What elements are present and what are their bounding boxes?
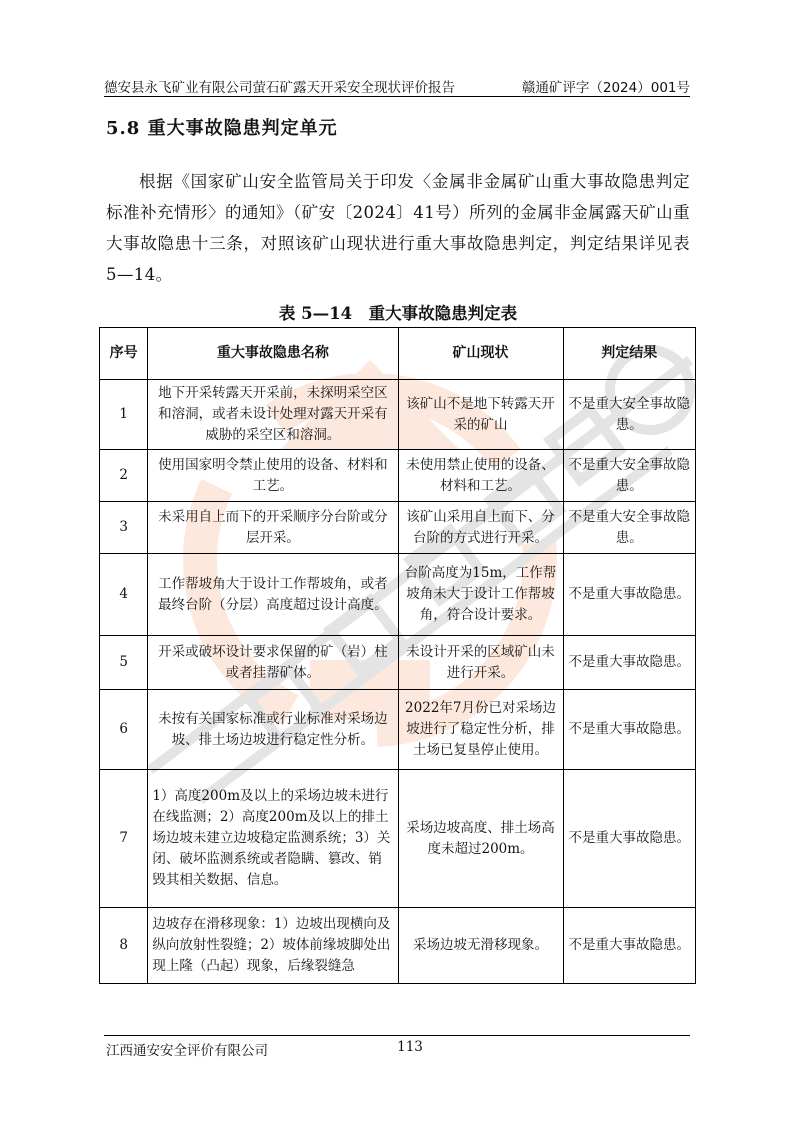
cell-result: 不是重大安全事故隐患。 — [563, 380, 695, 450]
section-title: 5.8 重大事故隐患判定单元 — [106, 118, 338, 139]
header-no: 序号 — [100, 328, 148, 380]
cell-name: 未采用自上而下的开采顺序分台阶或分层开采。 — [148, 502, 398, 554]
cell-name: 使用国家明令禁止使用的设备、材料和工艺。 — [148, 450, 398, 502]
cell-status: 2022年7月份已对采场边坡进行了稳定性分析，排土场已复垦停止使用。 — [398, 690, 563, 770]
cell-result: 不是重大事故隐患。 — [563, 770, 695, 908]
hazard-judgement-table — [99, 327, 696, 984]
header-report-number: 赣通矿评字（2024）001号 — [521, 80, 690, 96]
cell-status: 台阶高度为15m，工作帮坡角未大于设计工作帮坡角，符合设计要求。 — [398, 554, 563, 636]
footer-divider — [104, 1035, 690, 1036]
header-name: 重大事故隐患名称 — [148, 328, 398, 380]
table-header-row — [100, 328, 696, 380]
cell-result: 不是重大事故隐患。 — [563, 636, 695, 690]
cell-name: 未按有关国家标准或行业标准对采场边坡、排土场边坡进行稳定性分析。 — [148, 690, 398, 770]
cell-no: 4 — [100, 554, 148, 636]
header-status: 矿山现状 — [398, 328, 563, 380]
cell-result: 不是重大安全事故隐患。 — [563, 450, 695, 502]
cell-no: 3 — [100, 502, 148, 554]
cell-name: 边坡存在滑移现象：1）边坡出现横向及纵向放射性裂缝；2）坡体前缘坡脚处出现上隆（凸起）现象，后缘裂缝急 — [148, 908, 398, 984]
table-caption: 表 5—14 重大事故隐患判定表 — [278, 304, 518, 323]
cell-status: 采场边坡无滑移现象。 — [398, 908, 563, 984]
table-row — [100, 908, 696, 984]
cell-status: 未使用禁止使用的设备、材料和工艺。 — [398, 450, 563, 502]
cell-result: 不是重大事故隐患。 — [563, 690, 695, 770]
cell-status: 采场边坡高度、排土场高度未超过200m。 — [398, 770, 563, 908]
cell-status: 未设计开采的区域矿山未进行开采。 — [398, 636, 563, 690]
table-row — [100, 636, 696, 690]
cell-status: 该矿山不是地下转露天开采的矿山 — [398, 380, 563, 450]
cell-no: 1 — [100, 380, 148, 450]
cell-name: 地下开采转露天开采前，未探明采空区和溶洞，或者未设计处理对露天开采有威胁的采空区和溶洞。 — [148, 380, 398, 450]
cell-no: 5 — [100, 636, 148, 690]
cell-name: 1）高度200m及以上的采场边坡未进行在线监测；2）高度200m及以上的排土场边坡未建立边坡稳定监测系统；3）关闭、破坏监测系统或者隐瞒、篡改、销毁其相关数据、信息。 — [148, 770, 398, 908]
page-header — [104, 74, 690, 97]
footer-company: 江西通安安全评价有限公司 — [106, 1043, 268, 1059]
cell-no: 8 — [100, 908, 148, 984]
table-row — [100, 554, 696, 636]
table-row — [100, 502, 696, 554]
cell-result: 不是重大事故隐患。 — [563, 554, 695, 636]
table-row — [100, 770, 696, 908]
cell-no: 2 — [100, 450, 148, 502]
cell-no: 7 — [100, 770, 148, 908]
cell-result: 不是重大安全事故隐患。 — [563, 502, 695, 554]
header-result: 判定结果 — [563, 328, 695, 380]
cell-result: 不是重大事故隐患。 — [563, 908, 695, 984]
intro-paragraph: 根据《国家矿山安全监管局关于印发〈金属非金属矿山重大事故隐患判定标准补充情形〉的通知》（矿安〔2024〕41号）所列的金属非金属露天矿山重大事故隐患十三条，对照该矿山现状进行重大事故隐患判定，判定结果详见表5—14。 — [106, 172, 690, 284]
table-row — [100, 690, 696, 770]
cell-name: 工作帮坡角大于设计工作帮坡角，或者最终台阶（分层）高度超过设计高度。 — [148, 554, 398, 636]
header-report-title: 德安县永飞矿业有限公司萤石矿露天开采安全现状评价报告 — [104, 80, 455, 96]
table-row — [100, 380, 696, 450]
table-row — [100, 450, 696, 502]
page-number: 113 — [397, 1039, 423, 1055]
cell-name: 开采或破坏设计要求保留的矿（岩）柱或者挂帮矿体。 — [148, 636, 398, 690]
cell-status: 该矿山采用自上而下、分台阶的方式进行开采。 — [398, 502, 563, 554]
cell-no: 6 — [100, 690, 148, 770]
